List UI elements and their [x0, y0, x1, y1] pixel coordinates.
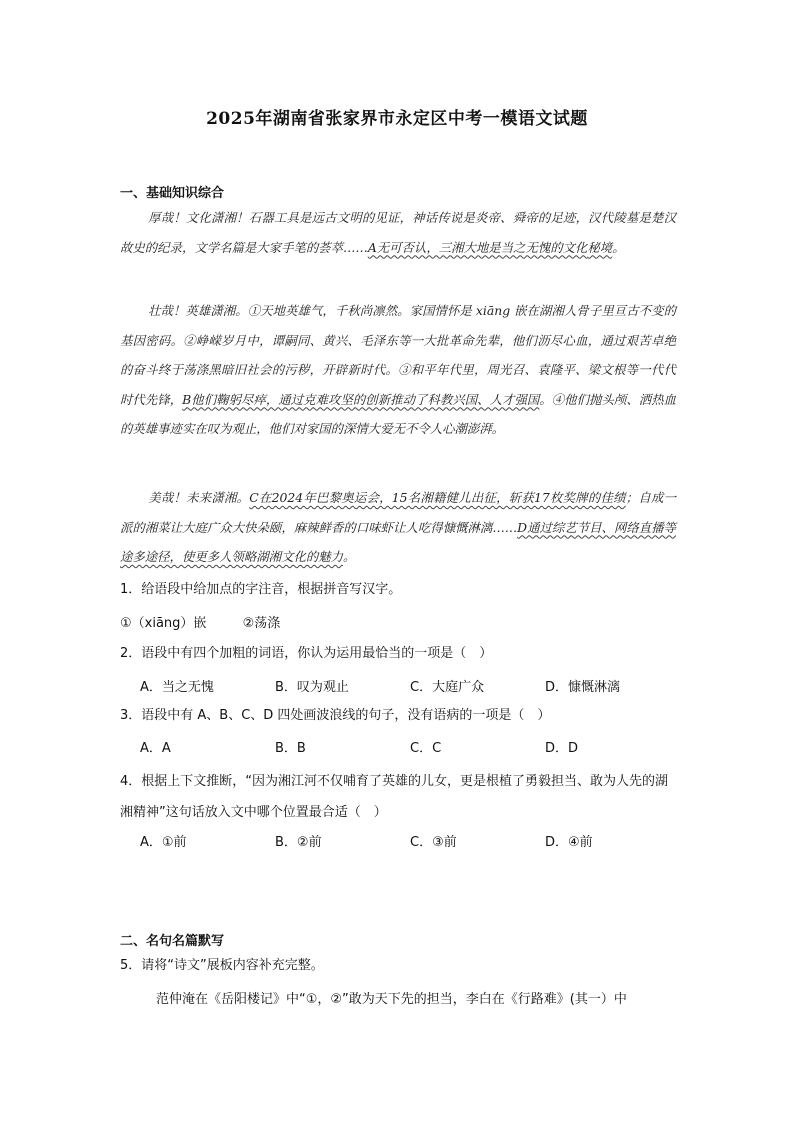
passage-text: 。 [612, 239, 625, 255]
option-b[interactable]: B．叹为观止 [275, 680, 349, 695]
question-1-stem: 1．给语段中给加点的字注音，根据拼音写汉字。 [120, 582, 402, 597]
question-3-stem: 3．语段中有 A、B、C、D 四处画波浪线的句子，没有语病的一项是（ ） [120, 708, 551, 723]
question-1-item: ①（xiāng）嵌 [120, 616, 207, 631]
question-5-stem: 5．请将“诗文”展板内容补充完整。 [120, 958, 324, 973]
option-d[interactable]: D．慷慨淋漓 [545, 680, 621, 695]
sentence-b: B他们鞠躬尽瘁，通过克难攻坚的创新推动了科教兴国、人才强国 [182, 391, 540, 407]
option-b[interactable]: B．B [275, 741, 306, 756]
option-b[interactable]: B．②前 [275, 835, 322, 850]
question-3-options [140, 737, 680, 756]
option-a[interactable]: A．A [140, 741, 171, 756]
option-c[interactable]: C．大庭广众 [410, 680, 485, 695]
option-c[interactable]: C．C [410, 741, 442, 756]
question-1-items [120, 612, 312, 631]
passage-text: 厚哉！文化潇湘！石器工具是远古文明的见证，神话传说是炎帝、舜帝的足迹，汉代陵墓是楚汉故史的纪录，文学名篇是大家手笔的荟萃…… [120, 210, 676, 255]
passage-text: 。 [343, 549, 356, 564]
question-4-stem: 4．根据上下文推断，“因为湘江河不仅哺育了英雄的儿女，更是根植了勇毅担当、敢为人先的湖湘精神”这句话放入文中哪个位置最合适（ ） [120, 774, 669, 820]
sentence-c: C在2024年巴黎奥运会，15名湘籍健儿出征，斩获17枚奖牌的佳绩 [249, 490, 626, 505]
option-d[interactable]: D．④前 [545, 835, 593, 850]
question-1-item: ②荡涤 [242, 616, 281, 631]
section-heading-1: 一、基础知识综合 [120, 186, 225, 201]
sentence-a: A无可否认，三湘大地是当之无愧的文化 [367, 239, 588, 255]
option-a[interactable]: A．①前 [140, 835, 187, 850]
option-d[interactable]: D．D [545, 741, 579, 756]
passage-text: 壮哉！英雄潇湘。①天地英雄气，千秋尚凛然。家国情怀是 xiāng 嵌在湖湘人骨子里亘古不变的基因密码。②峥嵘岁月中，谭嗣同、黄兴、毛泽东等一大批革命先辈，他们沥尽心血，通过艰苦卓绝的奋斗终于荡涤黑暗旧社会的污秽，开辟新时代。③和平年代里，周光召、袁隆平、梁文根等一代代时代先锋， [120, 303, 676, 407]
section-heading-2: 二、名句名篇默写 [120, 934, 225, 949]
passage-paragraph-1 [120, 203, 676, 262]
passage-paragraph-2 [120, 296, 676, 444]
passage-text: 美哉！未来潇湘。 [148, 490, 250, 505]
sentence-d: D通过综艺节目、网络直播等途多途径，使更多人领略湖湘文化的魅力 [120, 519, 676, 564]
passage-paragraph-3 [120, 483, 676, 572]
question-5-line: 范仲淹在《岳阳楼记》中“①，②”敢为天下先的担当，李白在《行路难》(其一）中 [156, 992, 627, 1007]
passage-text: ；自成一派的湘菜让大庭广众大快朵颐，麻辣鲜香的口味虾让人吃得慷慨淋漓…… [120, 490, 677, 535]
sentence-a-end: 秘境 [587, 239, 613, 255]
option-a[interactable]: A．当之无愧 [140, 680, 214, 695]
question-2-options [140, 676, 680, 695]
passage-text: 。④他们抛头颅、洒热血的英雄事迹实在叹为观止，他们对家国的深情大爱无不令人心潮澎湃。 [120, 391, 677, 436]
question-2-stem: 2．语段中有四个加粗的词语，你认为运用最恰当的一项是（ ） [120, 646, 493, 661]
option-c[interactable]: C．③前 [410, 835, 457, 850]
page-title: 2025年湖南省张家界市永定区中考一模语文试题 [206, 109, 588, 129]
question-4-options [140, 831, 680, 850]
